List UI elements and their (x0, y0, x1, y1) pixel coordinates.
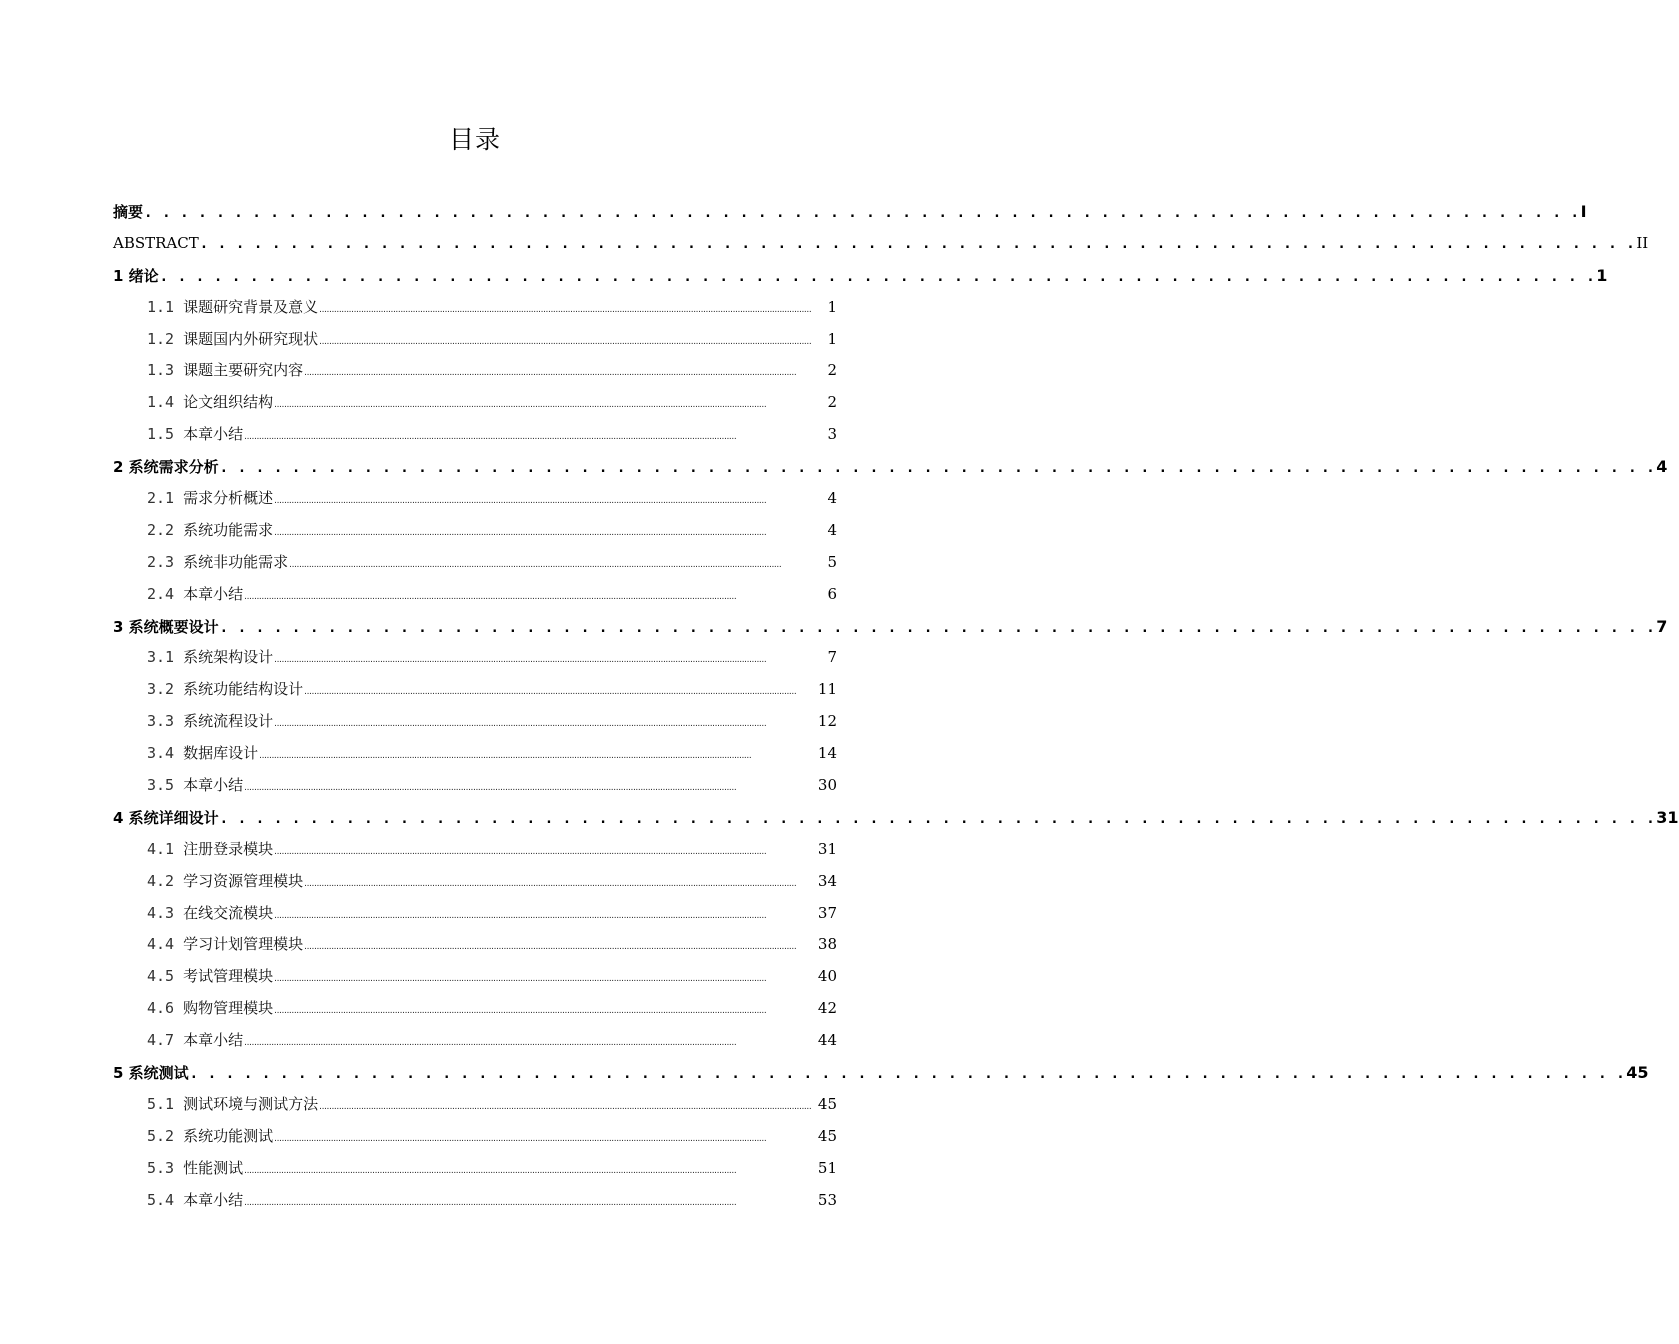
dot-leader: ........................................................................................................................................................................................................ (319, 336, 812, 347)
toc-chapter-label: 5 系统测试 (113, 1064, 189, 1083)
dot-leader: . . . . . . . . . . . . . . . . . . . . . . . . . . . . . . . . . . . . . . . . . . . . . . . . . . . . . . . . . . . . . . . . . . . . . . . . . . . . . . . . (199, 235, 1636, 252)
toc-entry-section[interactable] (113, 834, 837, 866)
toc-section-number: 5.4 (147, 1190, 175, 1209)
toc-section-label (147, 738, 258, 770)
toc-page-number: 42 (817, 999, 837, 1018)
toc-section-label (147, 515, 273, 547)
dot-leader: ........................................................................................................................................................................................................ (274, 527, 767, 538)
dot-leader: ........................................................................................................................................................................................................ (244, 783, 737, 794)
dot-leader: ........................................................................................................................................................................................................ (244, 591, 737, 602)
dot-leader: ........................................................................................................................................................................................................ (304, 942, 797, 953)
toc-page-number: 37 (817, 903, 837, 922)
toc-entry-section[interactable] (113, 1185, 837, 1217)
toc-section-title: 本章小结 (183, 1031, 244, 1050)
toc-section-title: 课题研究背景及意义 (183, 297, 319, 316)
toc-section-label (147, 961, 273, 993)
toc-section-title: 学习资源管理模块 (183, 871, 304, 890)
dot-leader: . . . . . . . . . . . . . . . . . . . . . . . . . . . . . . . . . . . . . . . . . . . . . . . . . . . . . . . . . . . . . . . . . . . . . . . . . . . . . . . . (219, 810, 1656, 827)
toc-section-label (147, 770, 243, 802)
toc-section-number: 2.3 (147, 552, 175, 571)
toc-section-title: 学习计划管理模块 (183, 935, 304, 954)
toc-section-number: 1.3 (147, 361, 175, 380)
toc-page-number: 38 (817, 935, 837, 954)
toc-section-number: 1.4 (147, 393, 175, 412)
toc-section-number: 4.3 (147, 903, 175, 922)
toc-entry-chapter[interactable] (113, 802, 1679, 834)
toc-section-label (147, 642, 273, 674)
toc-page-number: 11 (817, 680, 837, 699)
toc-section-label (147, 674, 303, 706)
toc-section-label (147, 1121, 273, 1153)
toc-page-number: I (1580, 202, 1587, 221)
toc-section-title: 本章小结 (183, 776, 244, 795)
dot-leader: . . . . . . . . . . . . . . . . . . . . . . . . . . . . . . . . . . . . . . . . . . . . . . . . . . . . . . . . . . . . . . . . . . . . . . . . . . . . . . . . (219, 619, 1656, 636)
dot-leader: ........................................................................................................................................................................................................ (274, 1133, 767, 1144)
toc-page-number: 45 (1626, 1063, 1649, 1083)
toc-entry-section[interactable] (113, 1121, 837, 1153)
toc-section-label (147, 929, 303, 961)
dot-leader: ........................................................................................................................................................................................................ (304, 687, 797, 698)
toc-section-title: 注册登录模块 (183, 839, 274, 858)
toc-page-number: 3 (827, 425, 837, 444)
toc-page-number: 14 (817, 744, 837, 763)
toc-section-number: 4.5 (147, 967, 175, 986)
toc-page-number: 1 (827, 329, 837, 348)
dot-leader: ........................................................................................................................................................................................................ (319, 1101, 812, 1112)
toc-entry-section[interactable] (113, 770, 837, 802)
toc-section-title: 数据库设计 (183, 744, 259, 763)
dot-leader: ........................................................................................................................................................................................................ (274, 1006, 767, 1017)
toc-entry-section[interactable] (113, 674, 837, 706)
toc-section-title: 系统架构设计 (183, 648, 274, 667)
toc-section-title: 本章小结 (183, 1190, 244, 1209)
toc-entry-chapter[interactable] (113, 196, 1587, 228)
toc-entry-section[interactable] (113, 929, 837, 961)
toc-page-number: 2 (827, 393, 837, 412)
toc-section-number: 4.7 (147, 1031, 175, 1050)
toc-entry-section[interactable] (113, 515, 837, 547)
toc-section-number: 4.4 (147, 935, 175, 954)
toc-section-number: 3.5 (147, 776, 175, 795)
toc-page-number: 31 (1656, 807, 1679, 827)
toc-section-title: 需求分析概述 (183, 489, 274, 508)
toc-section-number: 4.6 (147, 999, 175, 1018)
toc-section-number: 1.1 (147, 297, 175, 316)
toc-section-label (147, 866, 303, 898)
toc-page-number: 12 (817, 712, 837, 731)
toc-page-number: 44 (817, 1031, 837, 1050)
toc-entry-section[interactable] (113, 993, 837, 1025)
toc-section-label (147, 706, 273, 738)
toc-section-label (147, 1025, 243, 1057)
dot-leader: ........................................................................................................................................................................................................ (274, 719, 767, 730)
toc-entry-section[interactable] (113, 898, 837, 930)
toc-section-title: 购物管理模块 (183, 999, 274, 1018)
dot-leader: ........................................................................................................................................................................................................ (259, 751, 752, 762)
toc-entry-chapter[interactable] (113, 451, 1668, 483)
dot-leader: ........................................................................................................................................................................................................ (274, 496, 767, 507)
toc-entry-section[interactable] (113, 706, 837, 738)
toc-section-label (147, 834, 273, 866)
toc-section-title: 系统功能测试 (183, 1126, 274, 1145)
toc-entry-section[interactable] (113, 355, 837, 387)
toc-page-number: 4 (1656, 457, 1668, 477)
dot-leader: ........................................................................................................................................................................................................ (289, 559, 782, 570)
toc-page-number: 40 (817, 967, 837, 986)
toc-entry-section[interactable] (113, 1153, 837, 1185)
dot-leader: ........................................................................................................................................................................................................ (274, 655, 767, 666)
dot-leader: ........................................................................................................................................................................................................ (244, 1165, 737, 1176)
toc-section-title: 本章小结 (183, 425, 244, 444)
toc-section-number: 3.4 (147, 744, 175, 763)
toc-page-number: 7 (1656, 616, 1668, 636)
toc-section-number: 3.1 (147, 648, 175, 667)
toc-page-number: 7 (827, 648, 837, 667)
toc-page-number: 51 (817, 1158, 837, 1177)
toc-section-title: 系统功能结构设计 (183, 680, 304, 699)
toc-chapter-label: ABSTRACT (113, 233, 199, 252)
toc-list (113, 196, 1679, 1217)
dot-leader: ........................................................................................................................................................................................................ (304, 878, 797, 889)
toc-chapter-label: 2 系统需求分析 (113, 458, 219, 477)
toc-section-title: 系统流程设计 (183, 712, 274, 731)
toc-section-title: 性能测试 (183, 1158, 244, 1177)
toc-page-number: 45 (817, 1126, 837, 1145)
page-title: 目录 (448, 125, 501, 154)
toc-section-number: 2.2 (147, 520, 175, 539)
toc-section-number: 5.1 (147, 1094, 175, 1113)
toc-section-title: 系统功能需求 (183, 520, 274, 539)
toc-entry-section[interactable] (113, 579, 837, 611)
toc-page-number: 4 (827, 520, 837, 539)
toc-section-number: 4.1 (147, 839, 175, 858)
toc-section-label (147, 993, 273, 1025)
toc-entry-section[interactable] (113, 547, 837, 579)
dot-leader: . . . . . . . . . . . . . . . . . . . . . . . . . . . . . . . . . . . . . . . . . . . . . . . . . . . . . . . . . . . . . . . . . . . . . . . . . . . . . . . . (144, 205, 1580, 221)
toc-section-label (147, 483, 273, 515)
toc-section-title: 测试环境与测试方法 (183, 1094, 319, 1113)
toc-entry-section[interactable] (113, 738, 837, 770)
toc-entry-section[interactable] (113, 483, 837, 515)
toc-entry-section[interactable] (113, 419, 837, 451)
toc-section-number: 3.3 (147, 712, 175, 731)
toc-page-number: 1 (1596, 265, 1608, 285)
dot-leader: ........................................................................................................................................................................................................ (274, 846, 767, 857)
toc-section-label (147, 324, 318, 356)
toc-section-label (147, 579, 243, 611)
toc-section-number: 5.2 (147, 1126, 175, 1145)
toc-entry-section[interactable] (113, 292, 837, 324)
toc-section-title: 系统非功能需求 (183, 552, 289, 571)
toc-entry-section[interactable] (113, 1089, 837, 1121)
toc-section-label (147, 547, 288, 579)
toc-page-number: 34 (817, 871, 837, 890)
toc-section-label (147, 898, 273, 930)
toc-entry-section[interactable] (113, 961, 837, 993)
toc-chapter-label: 1 绪论 (113, 266, 159, 285)
toc-page-number: 1 (827, 297, 837, 316)
toc-entry-chapter[interactable] (113, 1057, 1649, 1089)
toc-section-number: 2.1 (147, 489, 175, 508)
toc-section-title: 课题国内外研究现状 (183, 329, 319, 348)
toc-section-label (147, 1185, 243, 1217)
toc-section-title: 考试管理模块 (183, 967, 274, 986)
toc-section-label (147, 387, 273, 419)
dot-leader: ........................................................................................................................................................................................................ (274, 400, 767, 411)
toc-page-number: 2 (827, 361, 837, 380)
dot-leader: ........................................................................................................................................................................................................ (304, 368, 797, 379)
toc-chapter-label: 摘要 (113, 203, 144, 221)
toc-page-number: 4 (827, 489, 837, 508)
dot-leader: ........................................................................................................................................................................................................ (319, 304, 812, 315)
toc-entry-chapter[interactable] (113, 611, 1668, 643)
toc-section-number: 5.3 (147, 1158, 175, 1177)
toc-chapter-label: 3 系统概要设计 (113, 617, 219, 636)
toc-section-label (147, 355, 303, 387)
toc-entry-chapter[interactable] (113, 228, 1649, 260)
toc-section-number: 4.2 (147, 871, 175, 890)
toc-section-label (147, 1153, 243, 1185)
toc-page-number: 30 (817, 776, 837, 795)
dot-leader: ........................................................................................................................................................................................................ (244, 1038, 737, 1049)
toc-section-number: 1.2 (147, 329, 175, 348)
toc-entry-chapter[interactable] (113, 260, 1608, 292)
toc-page-number: 6 (827, 584, 837, 603)
toc-section-title: 论文组织结构 (183, 393, 274, 412)
dot-leader: ........................................................................................................................................................................................................ (244, 1197, 737, 1208)
toc-section-label (147, 292, 318, 324)
toc-entry-section[interactable] (113, 324, 837, 356)
toc-section-number: 3.2 (147, 680, 175, 699)
toc-chapter-label: 4 系统详细设计 (113, 808, 219, 827)
dot-leader: ........................................................................................................................................................................................................ (274, 974, 767, 985)
toc-section-number: 2.4 (147, 584, 175, 603)
toc-section-label (147, 419, 243, 451)
toc-page-number: 5 (827, 552, 837, 571)
toc-entry-section[interactable] (113, 1025, 837, 1057)
toc-page-number: 45 (817, 1094, 837, 1113)
toc-section-title: 本章小结 (183, 584, 244, 603)
toc-section-title: 课题主要研究内容 (183, 361, 304, 380)
toc-section-label (147, 1089, 318, 1121)
toc-entry-section[interactable] (113, 866, 837, 898)
dot-leader: . . . . . . . . . . . . . . . . . . . . . . . . . . . . . . . . . . . . . . . . . . . . . . . . . . . . . . . . . . . . . . . . . . . . . . . . . . . . . . . . (219, 460, 1656, 477)
toc-section-title: 在线交流模块 (183, 903, 274, 922)
dot-leader: . . . . . . . . . . . . . . . . . . . . . . . . . . . . . . . . . . . . . . . . . . . . . . . . . . . . . . . . . . . . . . . . . . . . . . . . . . . . . . . . (159, 268, 1596, 285)
toc-entry-section[interactable] (113, 642, 837, 674)
dot-leader: ........................................................................................................................................................................................................ (274, 910, 767, 921)
dot-leader: ........................................................................................................................................................................................................ (244, 432, 737, 443)
toc-page-number: 53 (817, 1190, 837, 1209)
toc-page-number: II (1636, 233, 1649, 252)
toc-page-number: 31 (817, 839, 837, 858)
toc-entry-section[interactable] (113, 387, 837, 419)
toc-section-number: 1.5 (147, 425, 175, 444)
dot-leader: . . . . . . . . . . . . . . . . . . . . . . . . . . . . . . . . . . . . . . . . . . . . . . . . . . . . . . . . . . . . . . . . . . . . . . . . . . . . . . . . (189, 1066, 1626, 1083)
